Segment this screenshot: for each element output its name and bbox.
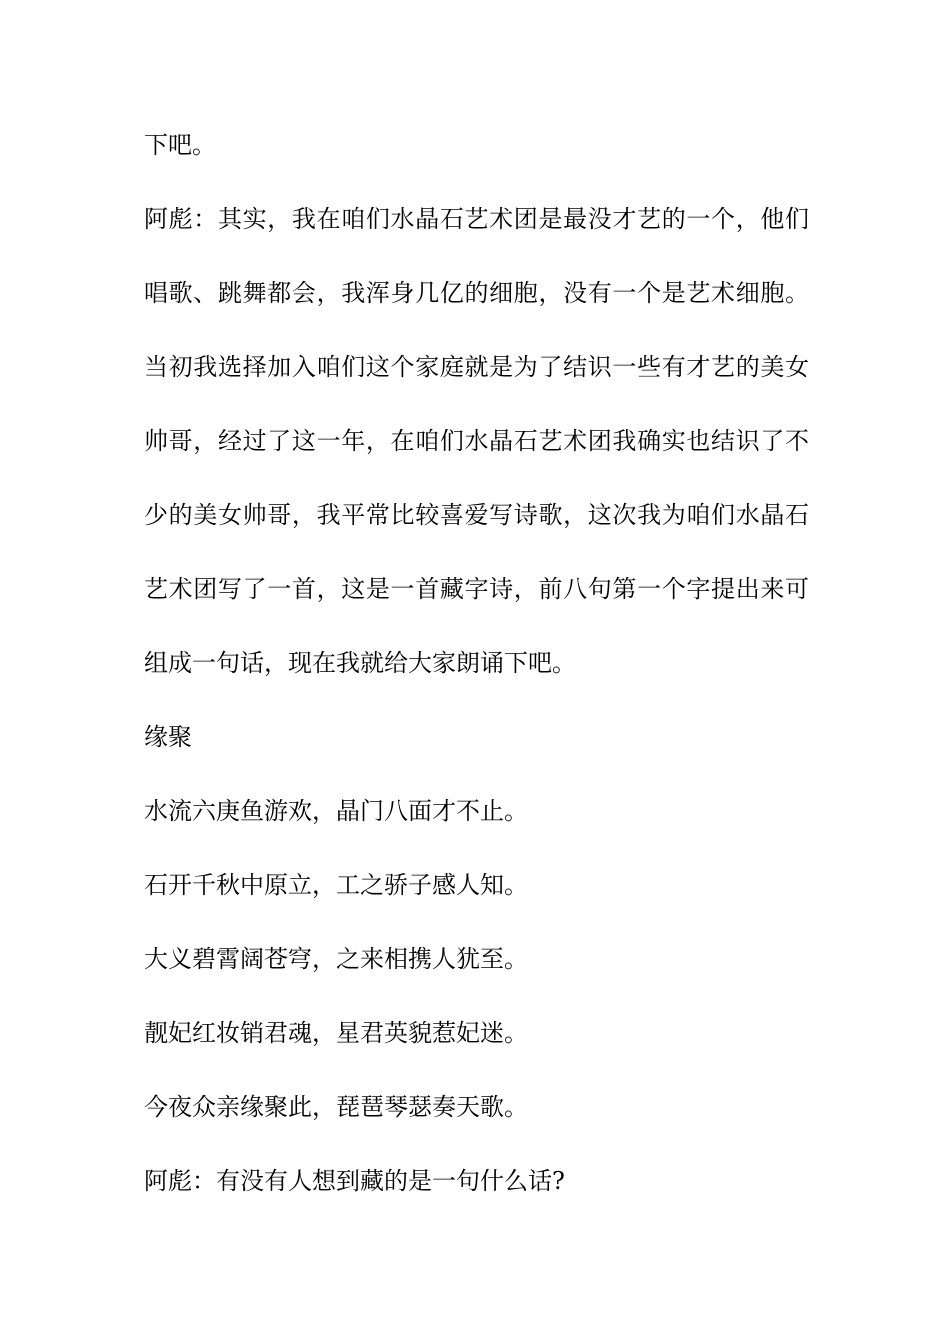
body-text <box>144 127 809 1237</box>
poem-line: 大义碧霄阔苍穹，之来相携人犹至。 <box>144 945 528 973</box>
text-line: 艺术团写了一首，这是一首藏字诗，前八句第一个字提出来可 <box>144 575 809 603</box>
poem-line: 靓妃红妆销君魂，星君英貌惹妃迷。 <box>144 1019 528 1047</box>
text-line: 少的美女帅哥，我平常比较喜爱写诗歌，这次我为咱们水晶石 <box>144 501 809 529</box>
poem-line: 水流六庚鱼游欢，晶门八面才不止。 <box>144 797 528 825</box>
text-line: 下吧。 <box>144 131 216 159</box>
text-line: 当初我选择加入咱们这个家庭就是为了结识一些有才艺的美女 <box>144 353 809 381</box>
poem-title: 缘聚 <box>144 723 192 751</box>
text-line: 阿彪：其实，我在咱们水晶石艺术团是最没才艺的一个，他们 <box>144 205 809 233</box>
poem-line: 石开千秋中原立，工之骄子感人知。 <box>144 871 528 899</box>
text-line: 阿彪：有没有人想到藏的是一句什么话? <box>144 1167 565 1195</box>
text-line: 唱歌、跳舞都会，我浑身几亿的细胞，没有一个是艺术细胞。 <box>144 279 809 307</box>
text-line: 组成一句话，现在我就给大家朗诵下吧。 <box>144 649 576 677</box>
poem-line: 今夜众亲缘聚此，琵琶琴瑟奏天歌。 <box>144 1093 528 1121</box>
text-line: 帅哥，经过了这一年，在咱们水晶石艺术团我确实也结识了不 <box>144 427 809 455</box>
